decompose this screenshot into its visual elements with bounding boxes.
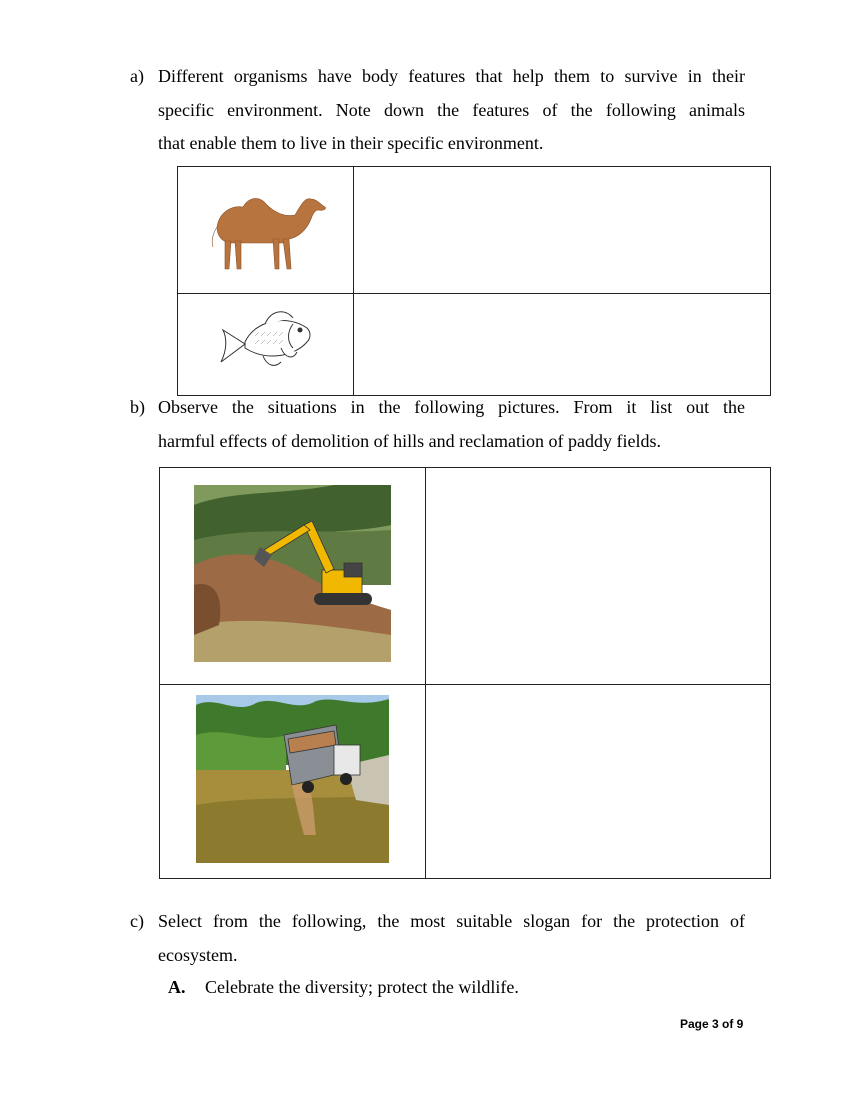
question-a-line-3: that enable them to live in their specific environment. (158, 133, 544, 153)
question-b-line-1: Observe the situations in the following pictures. From it list out the (158, 397, 745, 417)
fish-answer-cell[interactable] (353, 294, 770, 396)
question-b-marker: b) (130, 397, 145, 417)
paddy-reclamation-image-cell (160, 685, 426, 879)
animals-table (177, 166, 771, 396)
camel-image-cell (178, 167, 354, 294)
question-c-line-2: ecosystem. (158, 944, 238, 965)
question-a (130, 60, 745, 161)
fish-image (215, 302, 315, 382)
fish-image-cell (178, 294, 354, 396)
situations-table (159, 467, 771, 879)
camel-answer-cell[interactable] (353, 167, 770, 294)
question-b-line-2: harmful effects of demolition of hills and reclamation of paddy fields. (158, 430, 662, 451)
question-a-line-1: Different organisms have body features that help them to survive in their (158, 66, 745, 86)
hill-demolition-image-cell (160, 468, 426, 685)
option-a-text: Celebrate the diversity; protect the wildlife. (205, 977, 519, 997)
question-a-line-2: specific environment. Note down the features of the following animals (158, 99, 745, 120)
question-a-marker: a) (130, 66, 144, 86)
page-number: Page 3 of 9 (680, 1017, 744, 1031)
paddy-reclamation-answer-cell[interactable] (425, 685, 770, 879)
truck-dumping-photo (196, 695, 389, 863)
question-c-line-1: Select from the following, the most suitable slogan for the protection of (158, 911, 745, 931)
question-b (130, 391, 745, 458)
hill-demolition-answer-cell[interactable] (425, 468, 770, 685)
question-c (130, 905, 745, 972)
camel-image (195, 183, 335, 273)
excavator-photo (194, 485, 391, 662)
option-a[interactable] (168, 977, 519, 998)
option-a-letter: A. (168, 977, 186, 997)
question-c-marker: c) (130, 911, 144, 931)
